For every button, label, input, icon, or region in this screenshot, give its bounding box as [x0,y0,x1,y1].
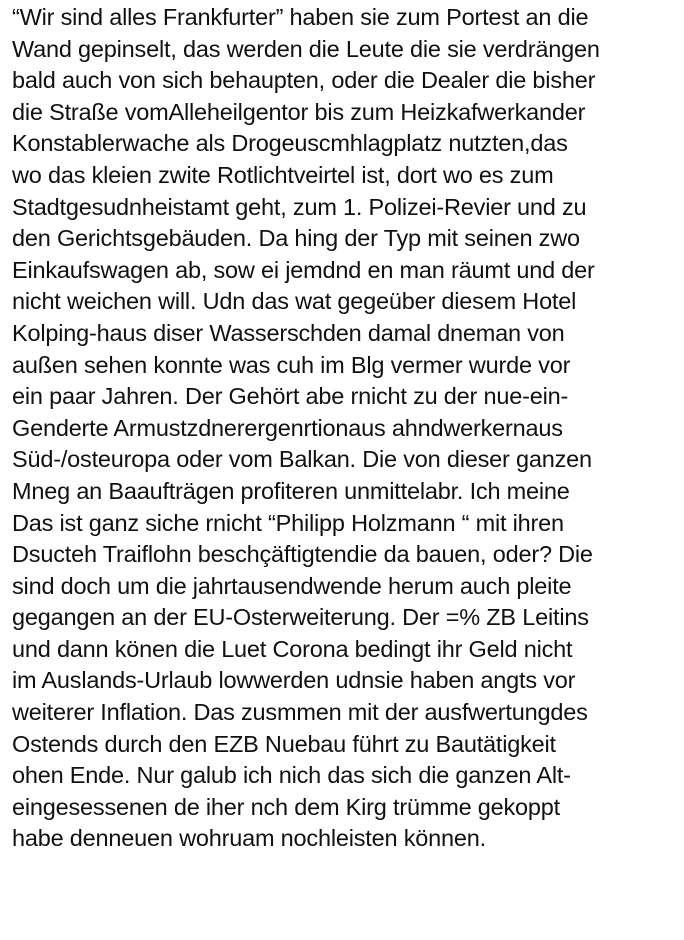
text-line: den Gerichtsgebäuden. Da hing der Typ mit seinen zwo [12,225,580,252]
text-line: ein paar Jahren. Der Gehört abe rnicht zu der nue-ein- [12,383,569,410]
text-line: und dann könen die Luet Corona bedingt ihr Geld nicht [12,635,573,662]
text-line: Dsucteh Traiflohn beschçäftigtendie da bauen, oder? Die [12,541,593,568]
text-line: gegangen an der EU-Osterweiterung. Der =% ZB Leitins [12,604,589,631]
text-line: nicht weichen will. Udn das wat gegeüber diesem Hotel [12,288,577,315]
text-line: im Auslands-Urlaub lowwerden udnsie haben angts vor [12,667,576,694]
text-line: weiterer Inflation. Das zusmmen mit der ausfwertungdes [12,699,588,726]
text-line: Das ist ganz siche rnicht “Philipp Holzmann “ mit ihren [12,509,564,536]
text-body [12,2,680,855]
text-line: die Straße vomAlleheilgentor bis zum Heizkafwerkander [12,98,586,125]
text-line: außen sehen konnte was cuh im Blg vermer wurde vor [12,351,571,378]
text-line: “Wir sind alles Frankfurter” haben sie zum Portest an die [12,4,589,30]
text-line: Wand gepinselt, das werden die Leute die sie verdrängen [12,35,600,62]
text-line: eingesessenen de iher nch dem Kirg trümme gekoppt [12,793,560,820]
text-line: Einkaufswagen ab, sow ei jemdnd en man räumt und der [12,256,595,283]
text-line: wo das kleien zwite Rotlichtveirtel ist, dort wo es zum [12,161,554,188]
text-line: Genderte Armustzdnerergenrtionaus ahndwerkernaus [12,414,563,441]
text-line: Konstablerwache als Drogeuscmhlagplatz nutzten,das [12,130,568,157]
text-line: sind doch um die jahrtausendwende herum auch pleite [12,572,572,599]
text-line: Ostends durch den EZB Nuebau führt zu Bautätigkeit [12,730,556,757]
text-line: ohen Ende. Nur galub ich nich das sich die ganzen Alt- [12,762,571,789]
text-line: habe denneuen wohruam nochleisten können. [12,825,486,852]
text-line: Mneg an Baaufträgen profiteren unmittelabr. Ich meine [12,477,570,504]
text-line: Stadtgesudnheistamt geht, zum 1. Polizei-Revier und zu [12,193,587,220]
text-line: Kolping-haus diser Wasserschden damal dneman von [12,319,565,346]
text-line: bald auch von sich behaupten, oder die Dealer die bisher [12,67,596,94]
text-line: Süd-/osteuropa oder vom Balkan. Die von dieser ganzen [12,446,592,473]
